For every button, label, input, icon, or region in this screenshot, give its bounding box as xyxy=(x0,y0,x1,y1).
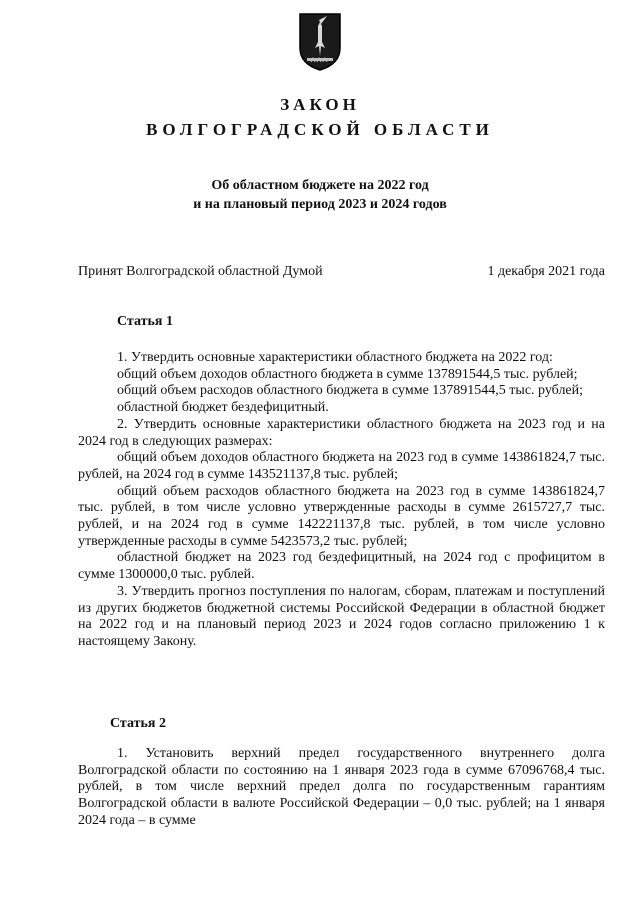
article-1-paragraph: общий объем расходов областного бюджета на 2023 год в сумме 143861824,7 тыс. рублей, в том числе условно утвержденные расходы в сумме 2615727,7 тыс. рублей, и на 2024 год в сумме 142221137,8 тыс. рублей, в том числе условно утвержденные расходы в сумме 5423573,2 тыс. рублей; xyxy=(78,483,605,549)
adoption-date: 1 декабря 2021 года xyxy=(487,264,605,279)
article-1-heading: Статья 1 xyxy=(117,314,173,329)
article-1-body xyxy=(78,350,605,651)
article-1-paragraph: общий объем доходов областного бюджета на 2023 год в сумме 143861824,7 тыс. рублей, на 2024 год в сумме 143521137,8 тыс. рублей; xyxy=(78,450,605,482)
article-1-paragraph: областной бюджет на 2023 год бездефицитный, на 2024 год с профицитом в сумме 1300000,0 тыс. рублей. xyxy=(78,550,605,583)
coat-of-arms-emblem xyxy=(297,12,343,72)
article-2-body xyxy=(78,746,605,830)
region-heading: ВОЛГОГРАДСКОЙ ОБЛАСТИ xyxy=(146,120,494,139)
article-1-paragraph: общий объем доходов областного бюджета в сумме 137891544,5 тыс. рублей; xyxy=(117,366,578,382)
article-2-heading: Статья 2 xyxy=(110,716,166,731)
article-1-paragraph: 3. Утвердить прогноз поступления по налогам, сборам, платежам и поступлений из других бюджетов бюджетной системы Российской Федерации в областной бюджет на 2022 год и на плановый период 2023 и 2024 годов согласно приложению 1 к настоящему Закону. xyxy=(78,583,605,649)
subtitle-line-1: Об областном бюджете на 2022 год xyxy=(211,178,429,193)
article-2-paragraph: 1. Установить верхний предел государственного внутреннего долга Волгоградской области по состоянию на 1 января 2023 года в сумме 67096768,4 тыс. рублей, в том числе верхний предел долга по государственным гарантиям Волгоградской области в валюте Российской Федерации – 0,0 тыс. рублей; на 1 января 2024 года – в сумме xyxy=(78,746,605,828)
subtitle-line-2: и на плановый период 2023 и 2024 годов xyxy=(193,197,447,212)
law-word-heading: ЗАКОН xyxy=(280,95,360,114)
adopted-by: Принят Волгоградской областной Думой xyxy=(78,264,323,279)
document-subtitle xyxy=(0,176,640,214)
article-1-paragraph: областной бюджет бездефицитный. xyxy=(117,400,329,416)
article-1-paragraph: 1. Утвердить основные характеристики областного бюджета на 2022 год: xyxy=(117,350,553,365)
article-1-paragraph: общий объем расходов областного бюджета в сумме 137891544,5 тыс. рублей; xyxy=(117,383,584,399)
adoption-info xyxy=(78,264,605,280)
article-1-paragraph: 2. Утвердить основные характеристики областного бюджета на 2023 год и на 2024 год в следующих размерах: xyxy=(78,416,605,449)
